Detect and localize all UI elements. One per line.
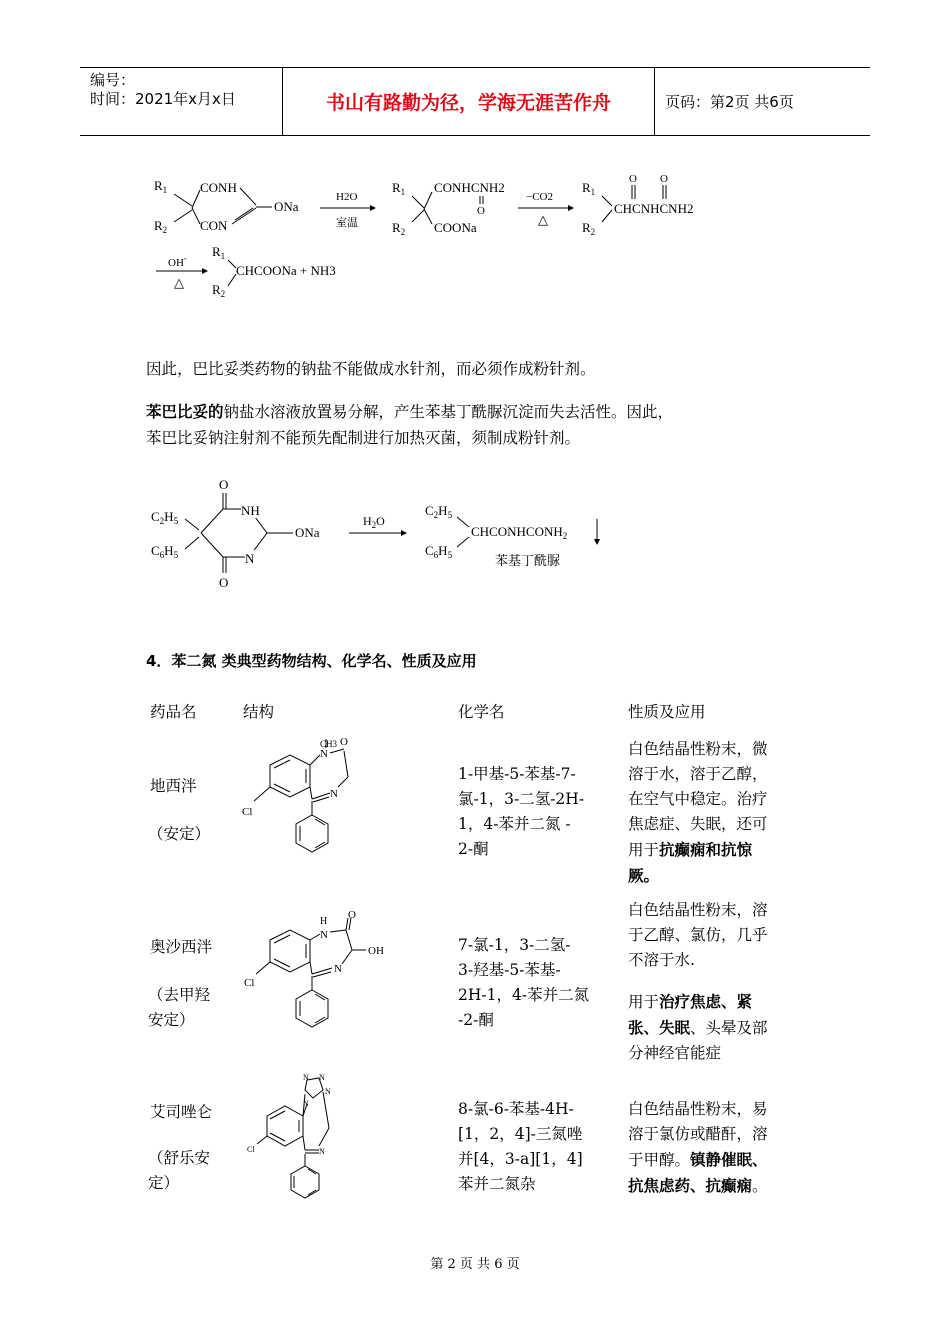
drug-alias-diazepam: （安定） bbox=[148, 825, 211, 843]
page-footer: 第 2 页 共 6 页 bbox=[430, 1257, 520, 1272]
carbonyl-o-label-3: O bbox=[660, 173, 668, 185]
oh-label: OH bbox=[368, 945, 384, 957]
n1-label: N bbox=[320, 929, 328, 941]
n3-label: N bbox=[325, 1087, 331, 1096]
header-page-number: 页码：第2页 共6页 bbox=[665, 93, 794, 111]
nh-label: NH bbox=[241, 503, 260, 518]
o-label: O bbox=[340, 736, 348, 748]
r1-label-3: $R_1$ bbox=[582, 180, 596, 197]
chcoona-label: CHCOONa + NH3 bbox=[236, 263, 336, 278]
r2-label: $R_2$ bbox=[154, 218, 168, 235]
prop-line: 在空气中稳定。治疗 bbox=[628, 790, 768, 808]
chem-line: 2H-1，4-苯并二氮 bbox=[458, 986, 590, 1004]
chem-line: 8-氯-6-苯基-4H- bbox=[458, 1100, 574, 1118]
r1-label-2: $R_1$ bbox=[392, 180, 406, 197]
water-label: H2O bbox=[336, 191, 358, 203]
water-label-2: $H_2O$ bbox=[363, 514, 385, 530]
structure-estazolam bbox=[245, 1070, 365, 1205]
chem-line: 2-酮 bbox=[458, 840, 489, 858]
use-text: 用于 bbox=[628, 993, 660, 1011]
chem-line: -2-酮 bbox=[458, 1011, 494, 1029]
prop-line: 溶于水，溶于乙醇， bbox=[628, 765, 768, 783]
chem-line: 苯并二氮杂 bbox=[458, 1175, 536, 1193]
phenobarbital-bold: 苯巴比妥的 bbox=[146, 402, 224, 421]
o-label: O bbox=[348, 910, 356, 921]
n-label: N bbox=[245, 551, 255, 566]
cl-label: Cl bbox=[244, 977, 255, 989]
paragraph-phenobarbital bbox=[146, 399, 816, 451]
prop-text: 。 bbox=[752, 1177, 768, 1195]
prop-text: 于甲醇。 bbox=[628, 1151, 691, 1169]
r2-label-4: $R_2$ bbox=[212, 282, 226, 299]
prop-line: 厥。 bbox=[628, 866, 660, 885]
prop-line: 白色结晶性粉末，微 bbox=[628, 740, 768, 758]
drug-alias-oxazepam bbox=[148, 983, 210, 1033]
phenyl-label: $C_6H_5$ bbox=[151, 543, 179, 560]
prop-line bbox=[628, 1173, 768, 1199]
header-motto: 书山有路勤为径，学海无涯苦作舟 bbox=[283, 68, 655, 135]
use-line bbox=[628, 989, 768, 1015]
chem-line: 3-羟基-5-苯基- bbox=[458, 961, 561, 979]
chem-line: 氯-1，3-二氢-2H- bbox=[458, 790, 585, 808]
col-header-drug-name: 药品名 bbox=[150, 703, 197, 721]
n2-label: N bbox=[334, 963, 342, 975]
use-line bbox=[628, 1015, 768, 1041]
header-number: 编号： bbox=[90, 71, 136, 89]
chem-name-estazolam bbox=[458, 1097, 583, 1197]
prop-line bbox=[628, 1147, 768, 1173]
section-title: 4．苯二氮 类典型药物结构、化学名、性质及应用 bbox=[146, 652, 477, 670]
col-header-structure: 结构 bbox=[243, 703, 275, 721]
n4-label: N bbox=[303, 1099, 309, 1108]
n1-label: N bbox=[320, 748, 328, 760]
n2-label: N bbox=[330, 788, 338, 800]
product-formula: $CHCONHCONH_2$ bbox=[471, 524, 568, 541]
chem-name-diazepam bbox=[458, 762, 584, 862]
prop-bold: 抗焦虑药、抗癫痫 bbox=[628, 1176, 753, 1195]
prop-text: 用于 bbox=[628, 841, 660, 859]
r1-label: $R_1$ bbox=[154, 178, 168, 195]
prop-line: 白色结晶性粉末，溶 bbox=[628, 901, 768, 919]
conh-label: CONH bbox=[200, 180, 237, 195]
ethyl-label: $C_2H_5$ bbox=[151, 509, 179, 526]
alias-line: 定） bbox=[148, 1174, 180, 1192]
prop-line: 溶于氯仿或醋酐，溶 bbox=[628, 1125, 768, 1143]
r1-label-4: $R_1$ bbox=[212, 244, 226, 261]
header-time: 时间：2021年x月x日 bbox=[90, 90, 236, 108]
chem-line: [1，2，4]-三氮唑 bbox=[458, 1125, 583, 1143]
ethyl-label-2: $C_2H_5$ bbox=[425, 503, 453, 520]
paragraph-powder-injection: 因此，巴比妥类药物的钠盐不能做成水针剂，而必须作成粉针剂。 bbox=[146, 360, 596, 378]
col-header-properties: 性质及应用 bbox=[628, 703, 706, 721]
prop-bold: 镇静催眠、 bbox=[690, 1150, 768, 1169]
chem-line: 并[4，3-a][1，4] bbox=[458, 1150, 583, 1168]
product-name: 苯基丁酰脲 bbox=[495, 554, 561, 569]
coona-label: COONa bbox=[434, 220, 477, 235]
conhconh2-label: CONHCNH2 bbox=[434, 180, 505, 195]
n1-label: N bbox=[303, 1073, 309, 1082]
properties-diazepam bbox=[628, 737, 768, 888]
header-info-cell bbox=[80, 68, 283, 135]
hydroxide-label: OH- bbox=[168, 254, 187, 269]
r2-label-2: $R_2$ bbox=[392, 220, 406, 237]
o-label-bottom: O bbox=[219, 575, 229, 590]
reaction-scheme-phenobarbital-hydrolysis bbox=[145, 475, 625, 600]
o-label-top: O bbox=[219, 477, 229, 492]
cl-label: Cl bbox=[242, 806, 253, 818]
properties-estazolam bbox=[628, 1097, 768, 1199]
alias-line: （去甲羟 bbox=[148, 986, 211, 1004]
ona-label: ONa bbox=[274, 199, 299, 214]
n2-label: N bbox=[319, 1073, 325, 1082]
drug-name-estazolam: 艾司唑仑 bbox=[150, 1103, 213, 1121]
drug-name-diazepam: 地西泮 bbox=[150, 777, 197, 795]
chem-name-oxazepam bbox=[458, 933, 589, 1033]
methyl-label: CH3 bbox=[320, 739, 338, 749]
h-label: H bbox=[320, 916, 328, 927]
prop-line bbox=[628, 837, 768, 863]
chem-line: 1，4-苯并二氮 - bbox=[458, 815, 571, 833]
r2-label-3: $R_2$ bbox=[582, 220, 596, 237]
phenobarbital-text-line2: 苯巴比妥钠注射剂不能预先配制进行加热灭菌，须制成粉针剂。 bbox=[146, 429, 581, 447]
structure-oxazepam bbox=[240, 910, 410, 1035]
co2-loss-label: −CO2 bbox=[526, 191, 553, 203]
con-label: CON bbox=[200, 218, 228, 233]
page-header bbox=[80, 67, 870, 136]
properties-oxazepam bbox=[628, 898, 768, 1066]
heat-label-2: △ bbox=[174, 275, 184, 290]
cl-label: Cl bbox=[247, 1145, 255, 1154]
alias-line: （舒乐安 bbox=[148, 1149, 211, 1167]
ona-label-2: ONa bbox=[295, 525, 320, 540]
prop-line: 不溶于水. bbox=[628, 951, 695, 969]
col-header-chemical-name: 化学名 bbox=[458, 703, 505, 721]
chcnhcnh2-label: CHCNHCNH2 bbox=[614, 201, 694, 216]
use-bold: 治疗焦虑、紧 bbox=[659, 992, 753, 1011]
prop-line: 于乙醇、氯仿，几乎 bbox=[628, 926, 768, 944]
use-text: 、头晕及部 bbox=[690, 1019, 768, 1037]
n5-label: N bbox=[319, 1147, 325, 1156]
prop-bold: 抗癫痫和抗惊 bbox=[659, 840, 753, 859]
phenobarbital-text: 钠盐水溶液放置易分解，产生苯基丁酰脲沉淀而失去活性。因此， bbox=[223, 403, 674, 421]
use-bold: 张、失眠 bbox=[628, 1018, 691, 1037]
carbonyl-o-label: O bbox=[477, 205, 485, 217]
carbonyl-o-label-2: O bbox=[629, 173, 637, 185]
prop-line: 焦虑症、失眠，还可 bbox=[628, 815, 768, 833]
prop-line: 白色结晶性粉末，易 bbox=[628, 1100, 768, 1118]
reaction-scheme-barbiturate-hydrolysis bbox=[140, 160, 740, 305]
heat-label: △ bbox=[538, 212, 548, 227]
chem-line: 7-氯-1，3-二氢- bbox=[458, 936, 571, 954]
structure-diazepam bbox=[240, 735, 370, 855]
chem-line: 1-甲基-5-苯基-7- bbox=[458, 765, 576, 783]
phenyl-label-2: $C_6H_5$ bbox=[425, 543, 453, 560]
room-temp-label: 室温 bbox=[336, 217, 358, 229]
use-line: 分神经官能症 bbox=[628, 1044, 722, 1062]
drug-name-oxazepam: 奥沙西泮 bbox=[150, 938, 213, 956]
drug-alias-estazolam bbox=[148, 1146, 210, 1196]
alias-line: 安定） bbox=[148, 1011, 195, 1029]
